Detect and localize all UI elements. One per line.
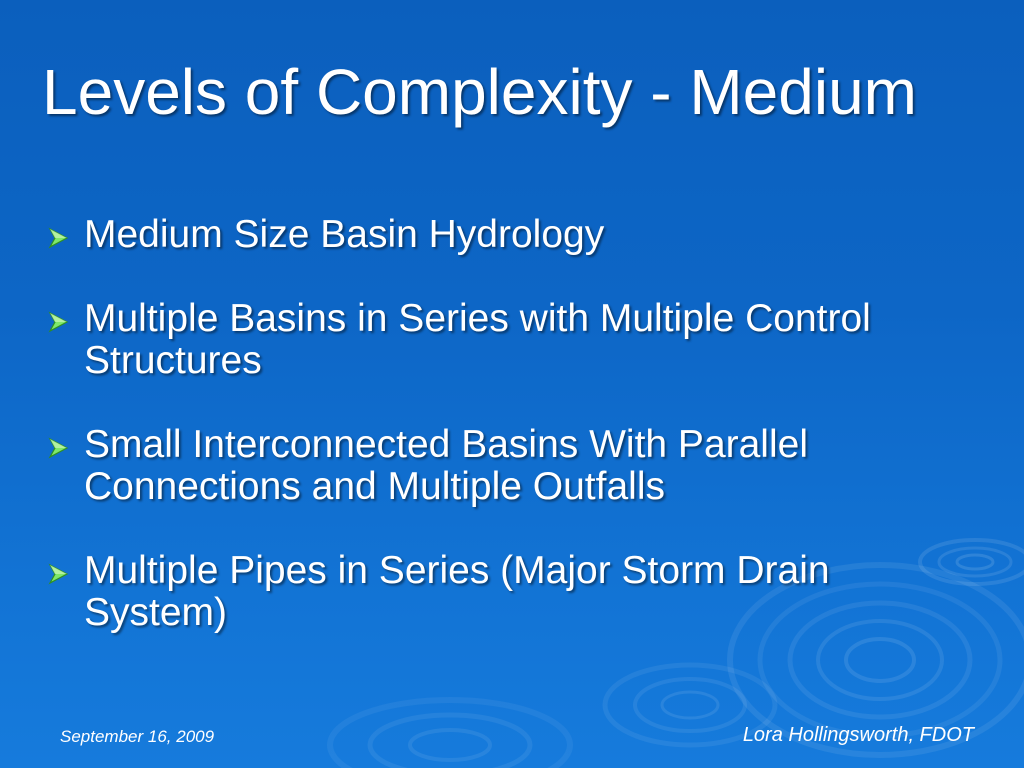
bullet-text: Multiple Basins in Series with Multiple Control Structures: [84, 297, 871, 382]
bullet-text: Multiple Pipes in Series (Major Storm Drain System): [84, 549, 830, 634]
footer-date: September 16, 2009: [60, 727, 215, 746]
bullet-item: [48, 550, 978, 634]
bullet-item: [48, 214, 978, 256]
slide-title: Levels of Complexity - Medium: [42, 56, 917, 128]
bullet-item: [48, 424, 978, 508]
arrow-right-icon: [48, 437, 70, 459]
bullet-text: Small Interconnected Basins With Parallel Connections and Multiple Outfalls: [84, 423, 808, 508]
bullet-text: Medium Size Basin Hydrology: [84, 213, 605, 256]
arrow-right-icon: [48, 227, 70, 249]
arrow-right-icon: [48, 563, 70, 585]
footer-author: Lora Hollingsworth, FDOT: [742, 724, 974, 746]
bullet-list: [48, 214, 978, 676]
bullet-item: [48, 298, 978, 382]
arrow-right-icon: [48, 311, 70, 333]
